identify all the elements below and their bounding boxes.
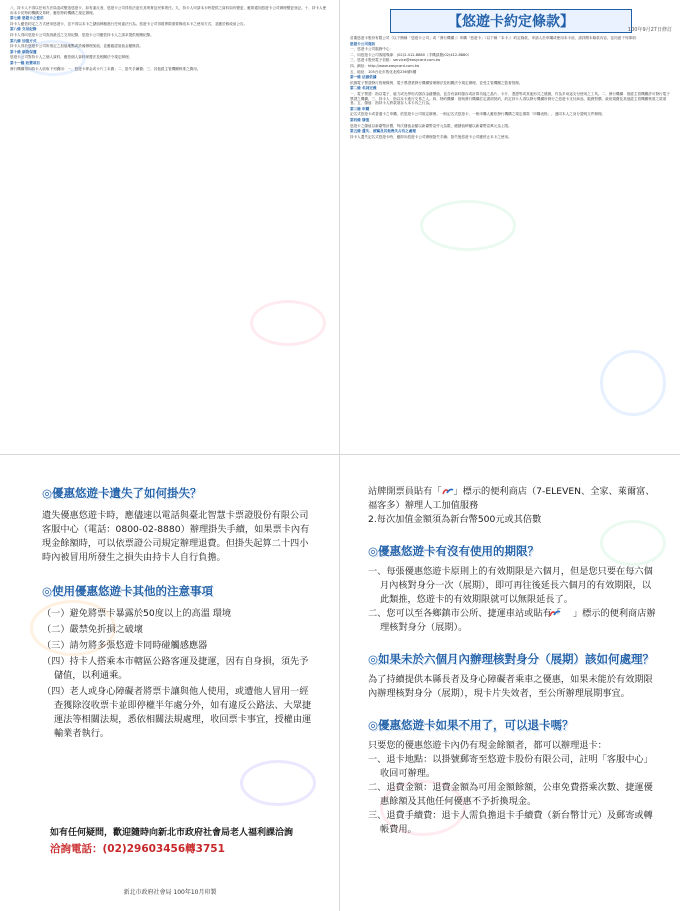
refund-list-item: 三、退費手續費：退卡人需負擔退卡手續費（新台幣廿元）及郵寄或轉帳費用。 [368, 810, 653, 835]
faq-refund-title: ◎優惠悠遊卡如果不用了，可以退卡嗎？ [368, 718, 574, 732]
faq-expired-heading [368, 651, 658, 667]
faq-validity-answer [368, 565, 658, 635]
terms-section-body: 悠遊卡公司對持卡人之個人資料，應依個人資料保護法及相關法令規定辦理。 [10, 55, 133, 60]
notes-list-item: （三）請勿將多張悠遊卡同時碰觸感應器 [42, 640, 208, 651]
faq-notes-heading [42, 583, 312, 599]
easycard-logo-icon [561, 609, 573, 618]
terms-section-body: 持卡人得於悠遊卡公司所指定之加值地點或設備辦理加值，並應確認加值金額無誤。 [10, 44, 143, 49]
contact-phone: 洽詢電話：(02)29603456轉3751 [50, 843, 225, 855]
easycard-logo-icon [442, 487, 454, 496]
terms-section-body: 一、電子票證：指以電子、磁力或光學形式儲存金錢價值，並含有資料儲存或計算功能之晶片、卡片、憑證等或其他形式之債據，作為多用途支付使用之工具。二、發行機構：指經主管機關許可發行電子票證之機構。三、持卡人：指以本卡進行交易之人。四、特約機構：指與發行機構訂定書面契約，約定持卡人得以發行機構所發行之悠遊卡支付商品、服務對價、政府規費及其他經主管機關核准之款項者。五、儲值：指持卡人將款項存入本卡內之行為。 [350, 91, 670, 106]
terms-section-body: 發行機構得向持卡人收取下列費用：一、悠遊卡押金或卡片工本費；二、掛失手續費；三、其他經主管機關核准之費用。 [10, 66, 201, 71]
terms-section-body: 依據電子票證發行管理條例、電子票證業發行機構管理辦法及相關法令規定辦理，並受主管機關之監督管理。 [350, 80, 523, 85]
validity-item-2a: 二、您可以至各鄉鎮市公所、捷運車站或貼有「 [368, 608, 561, 619]
terms-body [350, 36, 670, 140]
company-info-line: 三、悠遊卡股份電子信箱：service@easycard.com.tw [350, 58, 441, 63]
company-info-line: 四、網址：http://www.easycard.com.tw [350, 63, 420, 68]
faq-validity-heading [368, 543, 658, 559]
company-info-list [350, 47, 670, 74]
faq-lost-card-heading [42, 485, 312, 501]
notes-list-item: （一）避免將票卡暴露於50度以上的高溫 環境 [42, 608, 232, 619]
company-info-line: 一、悠遊卡公司服務中心： [350, 47, 394, 52]
fold-line-vertical [339, 0, 340, 911]
notes-list-item: （四）持卡人搭乘本市轄區公路客運及捷運，因有自身損，須先予儲值，以利通乘。 [42, 656, 309, 681]
terms-section-heading: 第四條 儲值 [350, 117, 370, 122]
terms-title-box [390, 9, 632, 33]
refund-list [368, 753, 658, 837]
faq-notes-title: ◎使用優惠悠遊卡其他的注意事項 [42, 584, 214, 598]
terms-title: 【悠遊卡約定條款】 [448, 13, 574, 29]
faq-refund-answer [368, 739, 658, 837]
print-footer: 新北市政府社會局 100年10月印製 [123, 889, 217, 896]
notes-list-item: （四）老人或身心障礙者將票卡讓與他人使用，或遭他人冒用一經查獲除沒收票卡並即停權半年處分外，如有違反公路法、大眾捷運法等相關法規，悉依相關法規處理，收回票卡事宜，授權由運輸業者執行。 [42, 686, 312, 739]
terms-sections [350, 75, 670, 139]
terms-section-heading: 第五條 遺失、被竊及其他喪失占有之處理 [350, 129, 416, 134]
company-info-line: 五、地址：105台北市敦化北路236號5樓 [350, 69, 417, 74]
faq-left-panel [0, 455, 340, 911]
terms-section-heading: 第九條 加值方式 [10, 38, 37, 43]
terms-section-heading: 第三條 申購 [350, 106, 370, 111]
terms-section-body: 悠遊卡之儲值以新臺幣計價，每次儲值金額以新臺幣壹仟元為限，總儲值餘額以新臺幣壹萬元為上限。 [350, 123, 512, 128]
notes-list-item: （二）嚴禁免折損之破壞 [42, 624, 144, 635]
faq-notes-list [42, 607, 312, 741]
terms-section-heading: 第十條 個資保護 [10, 49, 37, 54]
validity-item-2b: 」標示的便利商店辦理核對身分（展期）。 [380, 608, 656, 633]
top-up-notes [368, 485, 658, 527]
terms-section-heading: 第十一條 收費項目 [10, 60, 41, 65]
terms-continued-panel [0, 0, 340, 455]
refund-list-item: 二、退費金額：退費金額為可用金額餘額，公車免費搭乘次數、捷運優惠餘額及其他任何優惠不予折換現金。 [368, 782, 653, 807]
terms-intro: 苗栗悠遊卡股份有限公司（以下簡稱「悠遊卡公司」或「發行機構」）申購「悠遊卡」（以下稱「本卡」）約定條款，申請人於申購或使用本卡前，請詳閱本條款內容，並同意下列事項： [350, 36, 640, 40]
terms-section-body: 持卡人得向悠遊卡公司查詢最近之交易紀錄，悠遊卡公司應依持卡人之請求提供相關紀錄。 [10, 32, 154, 37]
faq-lost-card-answer: 遺失優惠悠遊卡時，應儘速以電話與臺北智慧卡票證股份有限公司客服中心（電話：0800-02-8880）辦理掛失手續，如果票卡內有現金餘額時，可以依票證公司規定辦理退費。但掛失起算二十四小時內被冒用所發生之損失由持卡人自行負擔。 [42, 510, 310, 563]
terms-section-heading: 第二條 名詞定義 [350, 86, 377, 91]
refund-list-item: 一、退卡地點：以掛號郵寄至悠遊卡股份有限公司，註明「客服中心」收回可辦理。 [368, 754, 653, 779]
refund-intro: 只要您的優惠悠遊卡內仍有現金餘額者，都可以辦理退卡： [368, 740, 607, 751]
fold-line-horizontal [0, 454, 680, 455]
contact-line: 如有任何疑問，歡迎隨時向新北市政府社會局老人福利課洽詢 [50, 828, 294, 838]
terms-section-body: 記名式悠遊卡或普通卡之申購，依悠遊卡公司規定辦理。一般記名式悠遊卡，一般申購人應依發行機構之規定填寫「申購表格」，連同本人之身分證明文件辦理。 [350, 112, 606, 117]
faq-refund-heading [368, 717, 658, 733]
terms-section-heading: 第七條 悠遊卡之使用 [10, 16, 44, 21]
top-up-line-1b: 」標示的便利商店（7-ELEVEN、全家、萊爾富、福客多）辦理人工加值服務 [368, 486, 655, 511]
faq-lost-card-title: ◎優惠悠遊卡遺失了如何掛失？ [42, 486, 202, 500]
top-up-line-2: 2.每次加值金額須為新台幣500元或其倍數 [368, 514, 542, 525]
faq-right-panel [340, 455, 680, 911]
validity-item-1: 一、每張優惠悠遊卡原則上的有效期限是六個月，但是您只要在每六個月內核對身分一次（展期），即可再往後延長六個月的有效期限，以此類推，悠遊卡的有效期限就可以無限延長了。 [368, 566, 653, 605]
faq-expired-answer: 為了持續提供本縣長者及身心障礙者乘車之優惠，如果未能於有效期限內辦理核對身分（展期），現卡片失效者，至公所辦理展期事宜。 [368, 674, 653, 699]
company-info-label: 悠遊卡公司資訊 [350, 41, 376, 46]
terms-section-heading: 第一條 法源依據 [350, 75, 377, 80]
terms-section-body: 持卡人應依約定之方式使用悠遊卡，並不得以本卡之儲值餘額進行任何違法行為。悠遊卡公司得視實際需要修改本卡之使用方式，並應於修改前公告。 [10, 21, 248, 26]
company-info-line: 二、向悠遊卡公司客服專線：(02)2-412-8880（手機請撥(02)412-8880） [350, 52, 472, 57]
top-up-line-1a: 站牌開票員貼有「 [368, 486, 442, 497]
terms-section-body: 八、持卡人不得以任何方法偽造或變造悠遊卡，如有違反者，悠遊卡公司得依法追究其刑責及民事責任。九、持卡人申請本卡時提供之資料如有變更，應即通知悠遊卡公司辦理變更登記。十、持卡人使用本卡於特約機構交易時，應依特約機構之規定辦理。 [10, 6, 327, 15]
terms-section-heading: 第八條 交易紀錄 [10, 27, 37, 32]
faq-validity-title: ◎優惠悠遊卡有沒有使用的期限？ [368, 544, 540, 558]
revision-date: 100年9月27日修訂 [627, 27, 672, 33]
terms-continued-text [10, 6, 328, 72]
terms-section-body: 持卡人遺失記名式悠遊卡時，應即向悠遊卡公司辦理掛失手續；掛失後悠遊卡公司應停止本卡之使用。 [350, 134, 512, 139]
faq-expired-title: ◎如果未於六個月內辦理核對身分（展期）該如何處理？ [368, 652, 655, 666]
terms-panel [340, 0, 680, 455]
